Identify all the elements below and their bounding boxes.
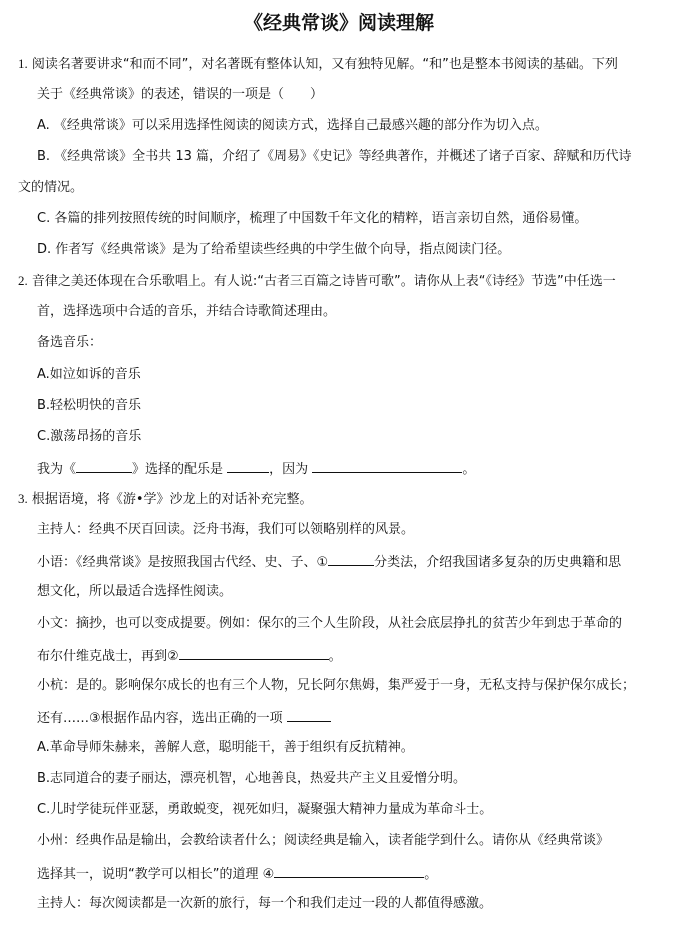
q1-stem-text-1: 阅读名著要讲求“和而不同”，对名著既有整体认知，又有独特见解。“和”也是整本书阅读的基础。下列 (31, 57, 618, 72)
q2-stem-text-1: 音律之美还体现在合乐歌唱上。有人说:“古者三百篇之诗皆可歌”。请你从上表“《诗经》节选”中任选一 (31, 274, 616, 289)
q3-xiaozhou-text-b: 。 (424, 867, 438, 882)
q3-xiaoyu-line-2: 想文化，所以最适合选择性阅读。 (37, 584, 233, 599)
q2-number: 2. (18, 273, 28, 288)
q3-option-b[interactable]: B.志同道合的妻子丽达，漂亮机智，心地善良，热爱共产主义且爱憎分明。 (37, 771, 467, 786)
q2-reason-blank[interactable] (312, 458, 462, 473)
q3-xiaoyu-text-b: 分类法，介绍我国诸多复杂的历史典籍和思 (374, 555, 622, 570)
q3-number: 3. (18, 491, 28, 506)
q2-music-option-c[interactable]: C.激荡昂扬的音乐 (37, 429, 142, 444)
q1-option-c[interactable]: C. 各篇的排列按照传统的时间顺序，梳理了中国数千年文化的精粹，语言亲切自然，通俗易懂。 (37, 211, 588, 226)
q2-music-label: 备选音乐： (37, 335, 103, 350)
q1-number: 1. (18, 56, 28, 71)
q2-answer-text-3: ，因为 (269, 462, 309, 477)
q1-option-a[interactable]: A. 《经典常谈》可以采用选择性阅读的阅读方式，选择自己最感兴趣的部分作为切入点。 (37, 118, 548, 133)
q2-answer-text-1: 我为《 (37, 462, 77, 477)
q1-stem-line-2: 关于《经典常谈》的表述，错误的一项是（ ） (37, 87, 324, 102)
q3-xiaohang-line-2 (37, 707, 331, 729)
q3-xiaozhou-line-2 (37, 863, 437, 885)
page-title: 《经典常谈》阅读理解 (243, 12, 434, 34)
q2-stem-line-1 (18, 271, 616, 292)
q1-stem-line-1 (18, 54, 618, 75)
q3-xiaoyu-text-a: 小语：《经典常谈》是按照我国古代经、史、子、① (37, 555, 329, 570)
q3-xiaozhou-text-a: 选择其一，说明“教学可以相长”的道理 ④ (37, 867, 275, 882)
q3-host-line-1: 主持人：经典不厌百回读。泛舟书海，我们可以领略别样的风景。 (37, 522, 415, 537)
q3-blank-1[interactable] (328, 551, 374, 566)
q3-xiaowen-line-1: 小文：摘抄，也可以变成提要。例如：保尔的三个人生阶段，从社会底层挣扎的贫苦少年到忠于革命的 (37, 616, 623, 631)
q2-stem-line-2: 首，选择选项中合适的音乐，并结合诗歌简述理由。 (37, 304, 337, 319)
q3-xiaohang-text: 还有……③根据作品内容，选出正确的一项 (37, 711, 283, 726)
q2-answer-text-4: 。 (462, 462, 476, 477)
q3-xiaoyu-line-1 (37, 551, 621, 573)
q3-xiaozhou-line-1: 小州：经典作品是输出，会教给读者什么；阅读经典是输入，读者能学到什么。请你从《经典常谈》 (37, 833, 610, 848)
q2-music-blank[interactable] (227, 458, 269, 473)
q3-blank-4[interactable] (274, 863, 424, 878)
q2-answer-text-2: 》选择的配乐是 (132, 462, 224, 477)
q1-option-d[interactable]: D. 作者写《经典常谈》是为了给希望读些经典的中学生做个向导，指点阅读门径。 (37, 242, 511, 257)
q2-music-option-a[interactable]: A.如泣如诉的音乐 (37, 367, 141, 382)
q3-xiaohang-line-1: 小杭：是的。影响保尔成长的也有三个人物，兄长阿尔焦姆，集严爱于一身，无私支持与保护保尔成长； (37, 678, 636, 693)
q3-option-c[interactable]: C.儿时学徒玩伴亚瑟，勇敢蜕变，视死如归，凝聚强大精神力量成为革命斗士。 (37, 802, 493, 817)
q3-blank-2[interactable] (179, 645, 329, 660)
q3-stem-text: 根据语境，将《游•学》沙龙上的对话补充完整。 (31, 492, 313, 507)
q1-option-b[interactable]: B. 《经典常谈》全书共 13 篇，介绍了《周易》《史记》等经典著作，并概述了诸子百家、辞赋和历代诗 (37, 149, 632, 164)
q2-poem-blank[interactable] (76, 458, 132, 473)
q3-stem (18, 489, 313, 510)
q3-blank-3[interactable] (287, 707, 331, 722)
q1-option-b-cont: 文的情况。 (18, 180, 84, 195)
q3-xiaowen-text-a: 布尔什维克战士，再到② (37, 649, 179, 664)
q3-option-a[interactable]: A.革命导师朱赫来，善解人意，聪明能干，善于组织有反抗精神。 (37, 740, 414, 755)
q3-host-line-2: 主持人：每次阅读都是一次新的旅行，每一个和我们走过一段的人都值得感激。 (37, 896, 493, 911)
q3-xiaowen-text-b: 。 (328, 649, 342, 664)
q2-answer-line (37, 458, 475, 480)
q3-xiaowen-line-2 (37, 645, 342, 667)
q2-music-option-b[interactable]: B.轻松明快的音乐 (37, 398, 142, 413)
